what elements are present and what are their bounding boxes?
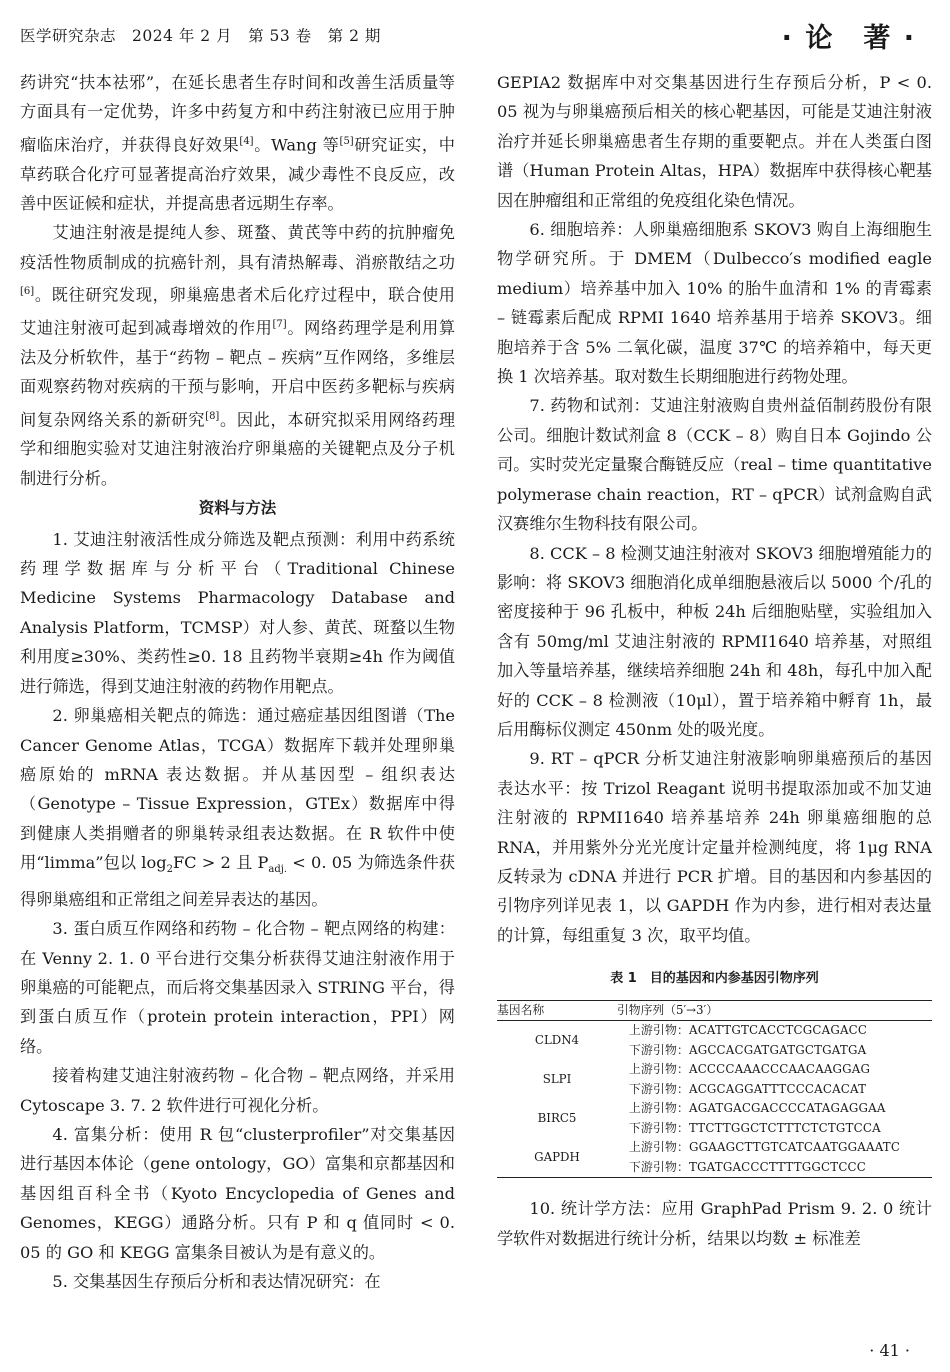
table-row <box>497 1138 932 1158</box>
gene-name: BIRC5 <box>537 1110 577 1125</box>
citation[interactable]: [6] <box>20 286 35 298</box>
table-header-row <box>497 1000 932 1021</box>
upstream-primer: 上游引物：AGATGACGACCCCATAGAGGAA <box>629 1101 886 1116</box>
paragraph: 艾迪注射液是提纯人参、斑蝥、黄芪等中药的抗肿瘤免疫活性物质制成的抗癌针剂，具有清热解毒、消瘀散结之功[6]。既往研究发现，卵巢癌患者术后化疗过程中，联合使用艾迪注射液可起到减毒增效的作用[7]。网络药理学是利用算法及分析软件，基于“药物 – 靶点 – 疾病”互作网络，多维层面观察药物对疾病的干预与影响，开启中医药多靶标与疾病间复杂网络关系的新研究[8]。因此，本研究拟采用网络药理学和细胞实验对艾迪注射液治疗卵巢癌的关键靶点及分子机制进行分析。 <box>20 223 456 488</box>
method-7: 7. 药物和试剂：艾迪注射液购自贵州益佰制药股份有限公司。细胞计数试剂盒 8（CCK – 8）购自日本 Gojindo 公司。实时荧光定量聚合酶链反应（real – time quantitative polymerase chain reaction，RT – qPCR）试剂盒购自武汉赛维尔生物科技有限公司。 <box>497 396 932 534</box>
journal-info: 医学研究杂志 2024 年 2 月 第 53 卷 第 2 期 <box>20 27 381 45</box>
method-10: 10. 统计学方法：应用 GraphPad Prism 9. 2. 0 统计学软件对数据进行统计分析，结果以均数 ± 标准差 <box>497 1199 932 1248</box>
upstream-primer: 上游引物：GGAAGCTTGTCATCAATGGAAATC <box>629 1140 901 1155</box>
method-3b: 接着构建艾迪注射液药物 – 化合物 – 靶点网络，并采用 Cytoscape 3. 7. 2 软件进行可视化分析。 <box>20 1066 455 1115</box>
downstream-primer: 下游引物：AGCCACGATGATGCTGATGA <box>629 1042 867 1057</box>
paragraph: 药讲究“扶本祛邪”，在延长患者生存时间和改善生活质量等方面具有一定优势，许多中药复方和中药注射液已应用于肿瘤临床治疗，并获得良好效果[4]。Wang 等[5]研究证实，中草药联合化疗可显著提高治疗效果，减少毒性不良反应，改善中医证候和症状，并提高患者远期生存率。 <box>20 73 455 214</box>
method-9: 9. RT – qPCR 分析艾迪注射液影响卵巢癌预后的基因表达水平：按 Trizol Reagant 说明书提取添加或不加艾迪注射液的 RPMI1640 培养基培养 24h 卵巢癌细胞的总 RNA，并用紫外分光光度计定量并检测纯度，将 1μg RNA 反转录为 cDNA 并进行 PCR 扩增。目的基因和内参基因的引物序列详见表 1，以 GAPDH 作为内参，进行相对表达量的计算，每组重复 3 次，取平均值。 <box>497 749 932 945</box>
section-title: · 论 著 · <box>781 23 916 54</box>
page-header <box>20 16 930 56</box>
downstream-primer: 下游引物：TGATGACCCTTTTGGCTCCC <box>629 1159 866 1174</box>
citation[interactable]: [7] <box>272 319 287 331</box>
upstream-primer: 上游引物：ACCCCAAACCCAACAAGGAG <box>629 1062 871 1077</box>
right-column <box>497 68 932 1253</box>
method-5-cont: GEPIA2 数据库中对交集基因进行生存预后分析，P < 0. 05 视为与卵巢癌预后相关的核心靶基因，可能是艾迪注射液治疗并延长卵巢癌患者生存期的重要靶点。并在人类蛋白图谱（Human Protein Altas，HPA）数据库中获得核心靶基因在肿瘤组和正常组的免疫组化染色情况。 <box>497 73 932 210</box>
primer-table <box>497 1000 932 1179</box>
downstream-primer: 下游引物：TTCTTGGCTCTTTCTCTGTCCA <box>629 1120 881 1135</box>
method-3: 3. 蛋白质互作网络和药物 – 化合物 – 靶点网络的构建：在 Venny 2. 1. 0 平台进行交集分析获得艾迪注射液作用于卵巢癌的可能靶点，而后将交集基因录入 STRING 平台，得到蛋白质互作（protein protein interaction，PPI）网络。 <box>20 919 455 1056</box>
method-2: 2. 卵巢癌相关靶点的筛选：通过癌症基因组图谱（The Cancer Genome Atlas，TCGA）数据库下载并处理卵巢癌原始的 mRNA 表达数据。并从基因型 – 组织表达（Genotype – Tissue Expression，GTEx）数据库中得到健康人类捐赠者的卵巢转录组表达数据。在 R 软件中使用“limma”包以 $\log_2FC > 2$ 且 $P_{adj.} < 0$. 05 为筛选条件获得卵巢癌组和正常组之间差异表达的基因。 <box>20 706 455 909</box>
downstream-primer: 下游引物：ACGCAGGATTTCCCACACAT <box>629 1081 867 1096</box>
gene-name: SLPI <box>542 1071 572 1086</box>
gene-name: CLDN4 <box>534 1032 580 1047</box>
upstream-primer: 上游引物：ACATTGTCACCTCGCAGACC <box>629 1023 868 1038</box>
gene-name: GAPDH <box>534 1149 580 1164</box>
table-header-gene: 基因名称 <box>497 1000 617 1021</box>
method-8: 8. CCK – 8 检测艾迪注射液对 SKOV3 细胞增殖能力的影响：将 SKOV3 细胞消化成单细胞悬液后以 5000 个/孔的密度接种于 96 孔板中，种板 24h 后细胞贴壁，实验组加入含有 50mg/ml 艾迪注射液的 RPMI1640 培养基，对照组加入等量培养基，继续培养细胞 24h 和 48h，每孔中加入配好的 CCK – 8 检测液（10μl），置于培养箱中孵育 1h，最后用酶标仪测定 450nm 处的吸光度。 <box>497 543 932 739</box>
table-row <box>497 1021 932 1041</box>
table-caption: 表 1 目的基因和内参基因引物序列 <box>610 971 819 987</box>
citation[interactable]: [8] <box>205 410 220 422</box>
method-6: 6. 细胞培养：人卵巢癌细胞系 SKOV3 购自上海细胞生物学研究所。于 DMEM（Dulbecco′s modified eagle medium）培养基中加入 10% 的胎牛血清和 1% 的青霉素 – 链霉素后配成 RPMI 1640 培养基用于培养 SKOV3。细胞培养于含 5% 二氧化碳，温度 37℃ 的培养箱中，每天更换 1 次培养基。取对数生长期细胞进行药物处理。 <box>497 220 932 387</box>
page-number: · 41 · <box>869 1341 910 1360</box>
citation[interactable]: [5] <box>339 135 354 147</box>
method-5: 5. 交集基因生存预后分析和表达情况研究：在 <box>52 1272 381 1292</box>
citation[interactable]: [4] <box>239 135 254 147</box>
table-row <box>497 1060 932 1080</box>
left-column <box>20 68 455 1296</box>
methods-heading: 资料与方法 <box>198 499 277 518</box>
table-row <box>497 1099 932 1119</box>
method-1: 1. 艾迪注射液活性成分筛选及靶点预测：利用中药系统药理学数据库与分析平台（Traditional Chinese Medicine Systems Pharmacology Database and Analysis Platform，TCMSP）对人参、黄芪、斑蝥以生物利用度≥30%、类药性≥0. 18 且药物半衰期≥4h 作为阈值进行筛选，得到艾迪注射液的药物作用靶点。 <box>20 529 455 696</box>
table-header-sequence: 引物序列（5′→3′） <box>617 1000 932 1021</box>
method-4: 4. 富集分析：使用 R 包“clusterprofiler”对交集基因进行基因本体论（gene ontology，GO）富集和京都基因和基因组百科全书（Kyoto Encyclopedia of Genes and Genomes，KEGG）通路分析。只有 P 和 q 值同时 < 0. 05 的 GO 和 KEGG 富集条目被认为是有意义的。 <box>20 1125 455 1262</box>
